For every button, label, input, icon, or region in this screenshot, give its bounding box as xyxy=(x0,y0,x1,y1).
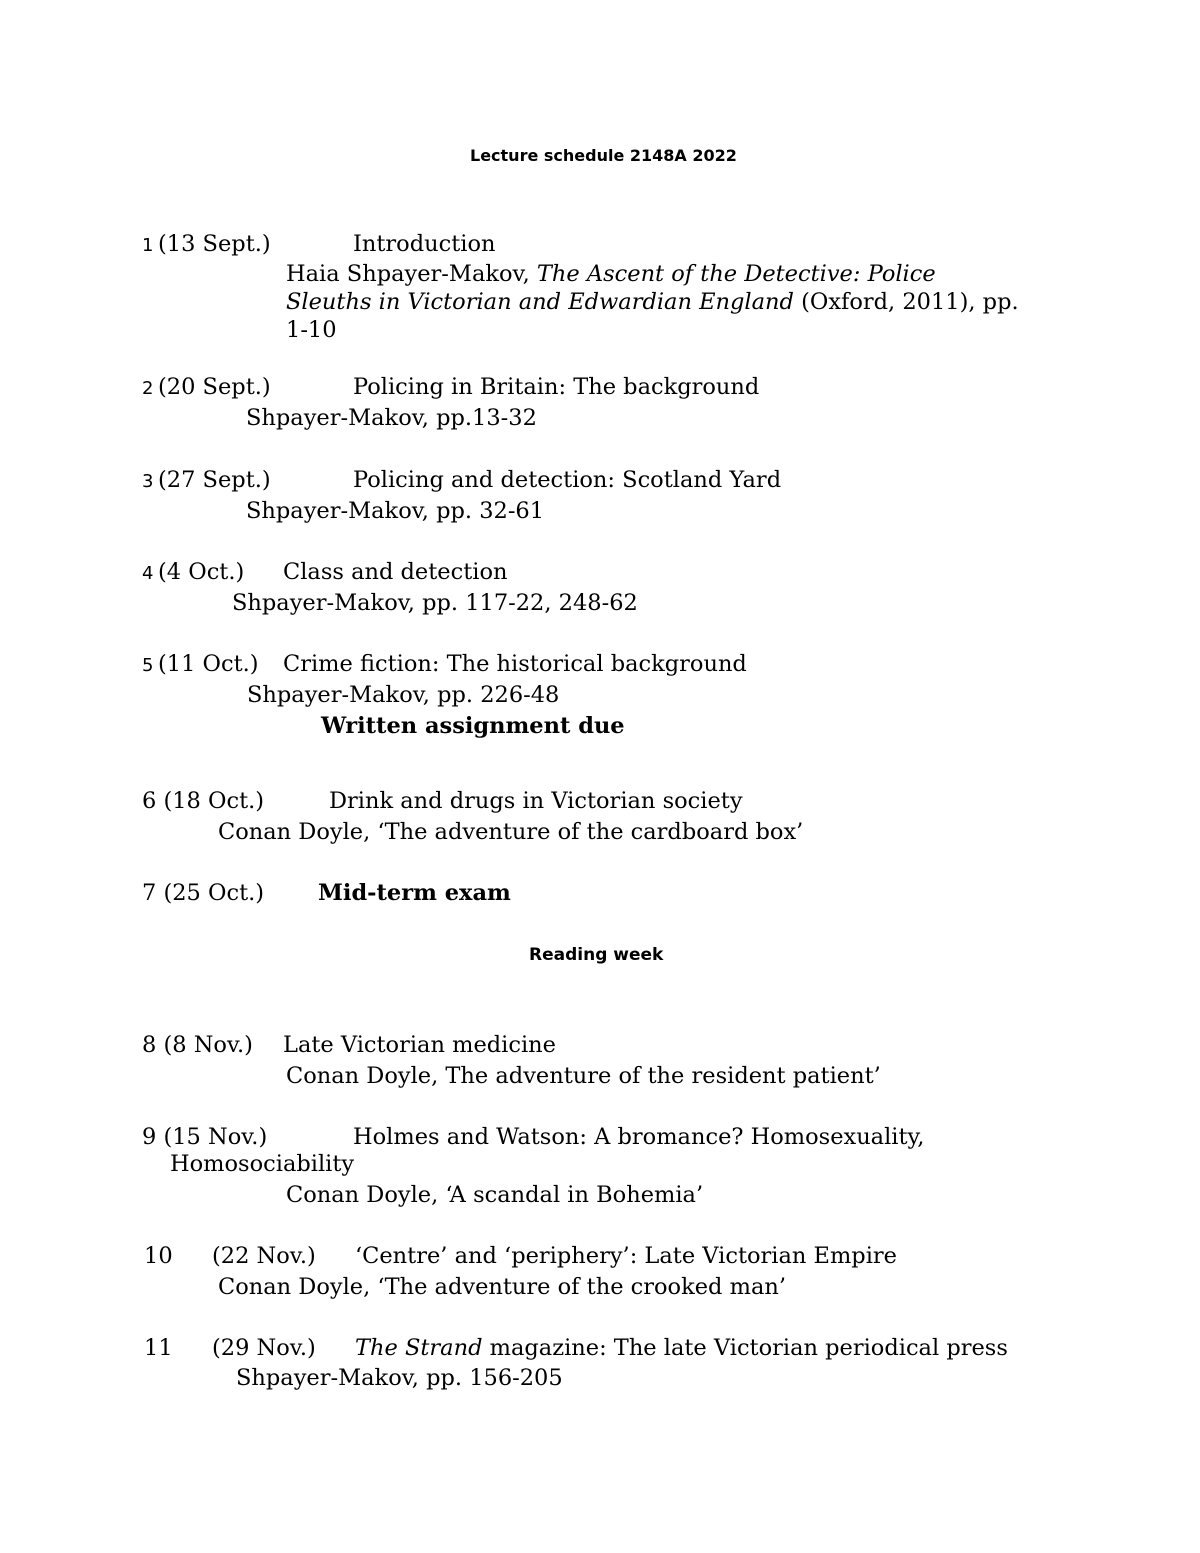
lecture-topic: ‘Centre’ and ‘periphery’: Late Victorian Empire xyxy=(355,1243,897,1269)
reading-week-heading: Reading week xyxy=(529,945,664,965)
exam-label: Mid-term exam xyxy=(318,880,511,906)
page-title: Lecture schedule 2148A 2022 xyxy=(470,146,737,165)
lecture-number-date: 8 (8 Nov.) xyxy=(142,1032,253,1058)
lecture-number: 4 xyxy=(142,563,154,584)
lecture-number: 3 xyxy=(142,471,154,492)
lecture-topic: Policing in Britain: The background xyxy=(353,374,760,400)
lecture-reading: Shpayer-Makov, pp. 226-48 xyxy=(247,682,560,708)
lecture-date: (27 Sept.) xyxy=(158,467,271,493)
reading-book-title-cont: Sleuths in Victorian and Edwardian England xyxy=(286,289,794,315)
lecture-topic: Drink and drugs in Victorian society xyxy=(329,788,743,814)
reading-author: Haia Shpayer-Makov, xyxy=(286,261,537,287)
lecture-reading: Conan Doyle, ‘The adventure of the crooked man’ xyxy=(218,1274,787,1300)
lecture-reading: Shpayer-Makov, pp. 156-205 xyxy=(236,1365,563,1391)
lecture-reading: Conan Doyle, ‘The adventure of the cardboard box’ xyxy=(218,819,804,845)
lecture-date: (4 Oct.) xyxy=(158,559,245,585)
lecture-reading: Conan Doyle, ‘A scandal in Bohemia’ xyxy=(286,1182,704,1208)
lecture-date: (20 Sept.) xyxy=(158,374,271,400)
lecture-reading: Shpayer-Makov, pp. 117-22, 248-62 xyxy=(232,590,638,616)
lecture-number: 10 xyxy=(144,1243,173,1269)
lecture-number: 1 xyxy=(142,235,154,256)
lecture-topic: Class and detection xyxy=(283,559,508,585)
lecture-date: (13 Sept.) xyxy=(158,231,271,257)
reading-pages: 1-10 xyxy=(286,317,337,343)
lecture-topic: Crime fiction: The historical background xyxy=(283,651,747,677)
lecture-topic-cont: Homosociability xyxy=(170,1151,355,1177)
magazine-title: The Strand xyxy=(355,1335,483,1361)
reading-publication: (Oxford, 2011), pp. xyxy=(793,289,1019,315)
lecture-reading: Conan Doyle, The adventure of the resident patient’ xyxy=(286,1063,881,1089)
lecture-number-date: 9 (15 Nov.) xyxy=(142,1124,268,1150)
lecture-topic-rest: magazine: The late Victorian periodical press xyxy=(482,1335,1008,1361)
lecture-reading: Shpayer-Makov, pp. 32-61 xyxy=(246,498,545,524)
lecture-number: 2 xyxy=(142,378,154,399)
lecture-topic: Holmes and Watson: A bromance? Homosexuality, xyxy=(353,1124,925,1150)
lecture-date: (11 Oct.) xyxy=(158,651,259,677)
lecture-topic: Policing and detection: Scotland Yard xyxy=(353,467,782,493)
lecture-number: 5 xyxy=(142,655,154,676)
lecture-topic xyxy=(355,1334,1008,1362)
reading-book-title: The Ascent of the Detective: Police xyxy=(536,261,936,287)
lecture-date: (22 Nov.) xyxy=(212,1243,316,1269)
lecture-number: 11 xyxy=(144,1335,173,1361)
assignment-note: Written assignment due xyxy=(321,713,625,739)
lecture-topic: Introduction xyxy=(353,231,496,257)
lecture-reading-cont xyxy=(286,288,1019,316)
lecture-topic: Late Victorian medicine xyxy=(283,1032,556,1058)
lecture-date: (29 Nov.) xyxy=(212,1335,316,1361)
lecture-number-date: 7 (25 Oct.) xyxy=(142,880,265,906)
lecture-number-date: 6 (18 Oct.) xyxy=(142,788,265,814)
lecture-reading xyxy=(286,260,936,288)
lecture-reading: Shpayer-Makov, pp.13-32 xyxy=(246,405,537,431)
